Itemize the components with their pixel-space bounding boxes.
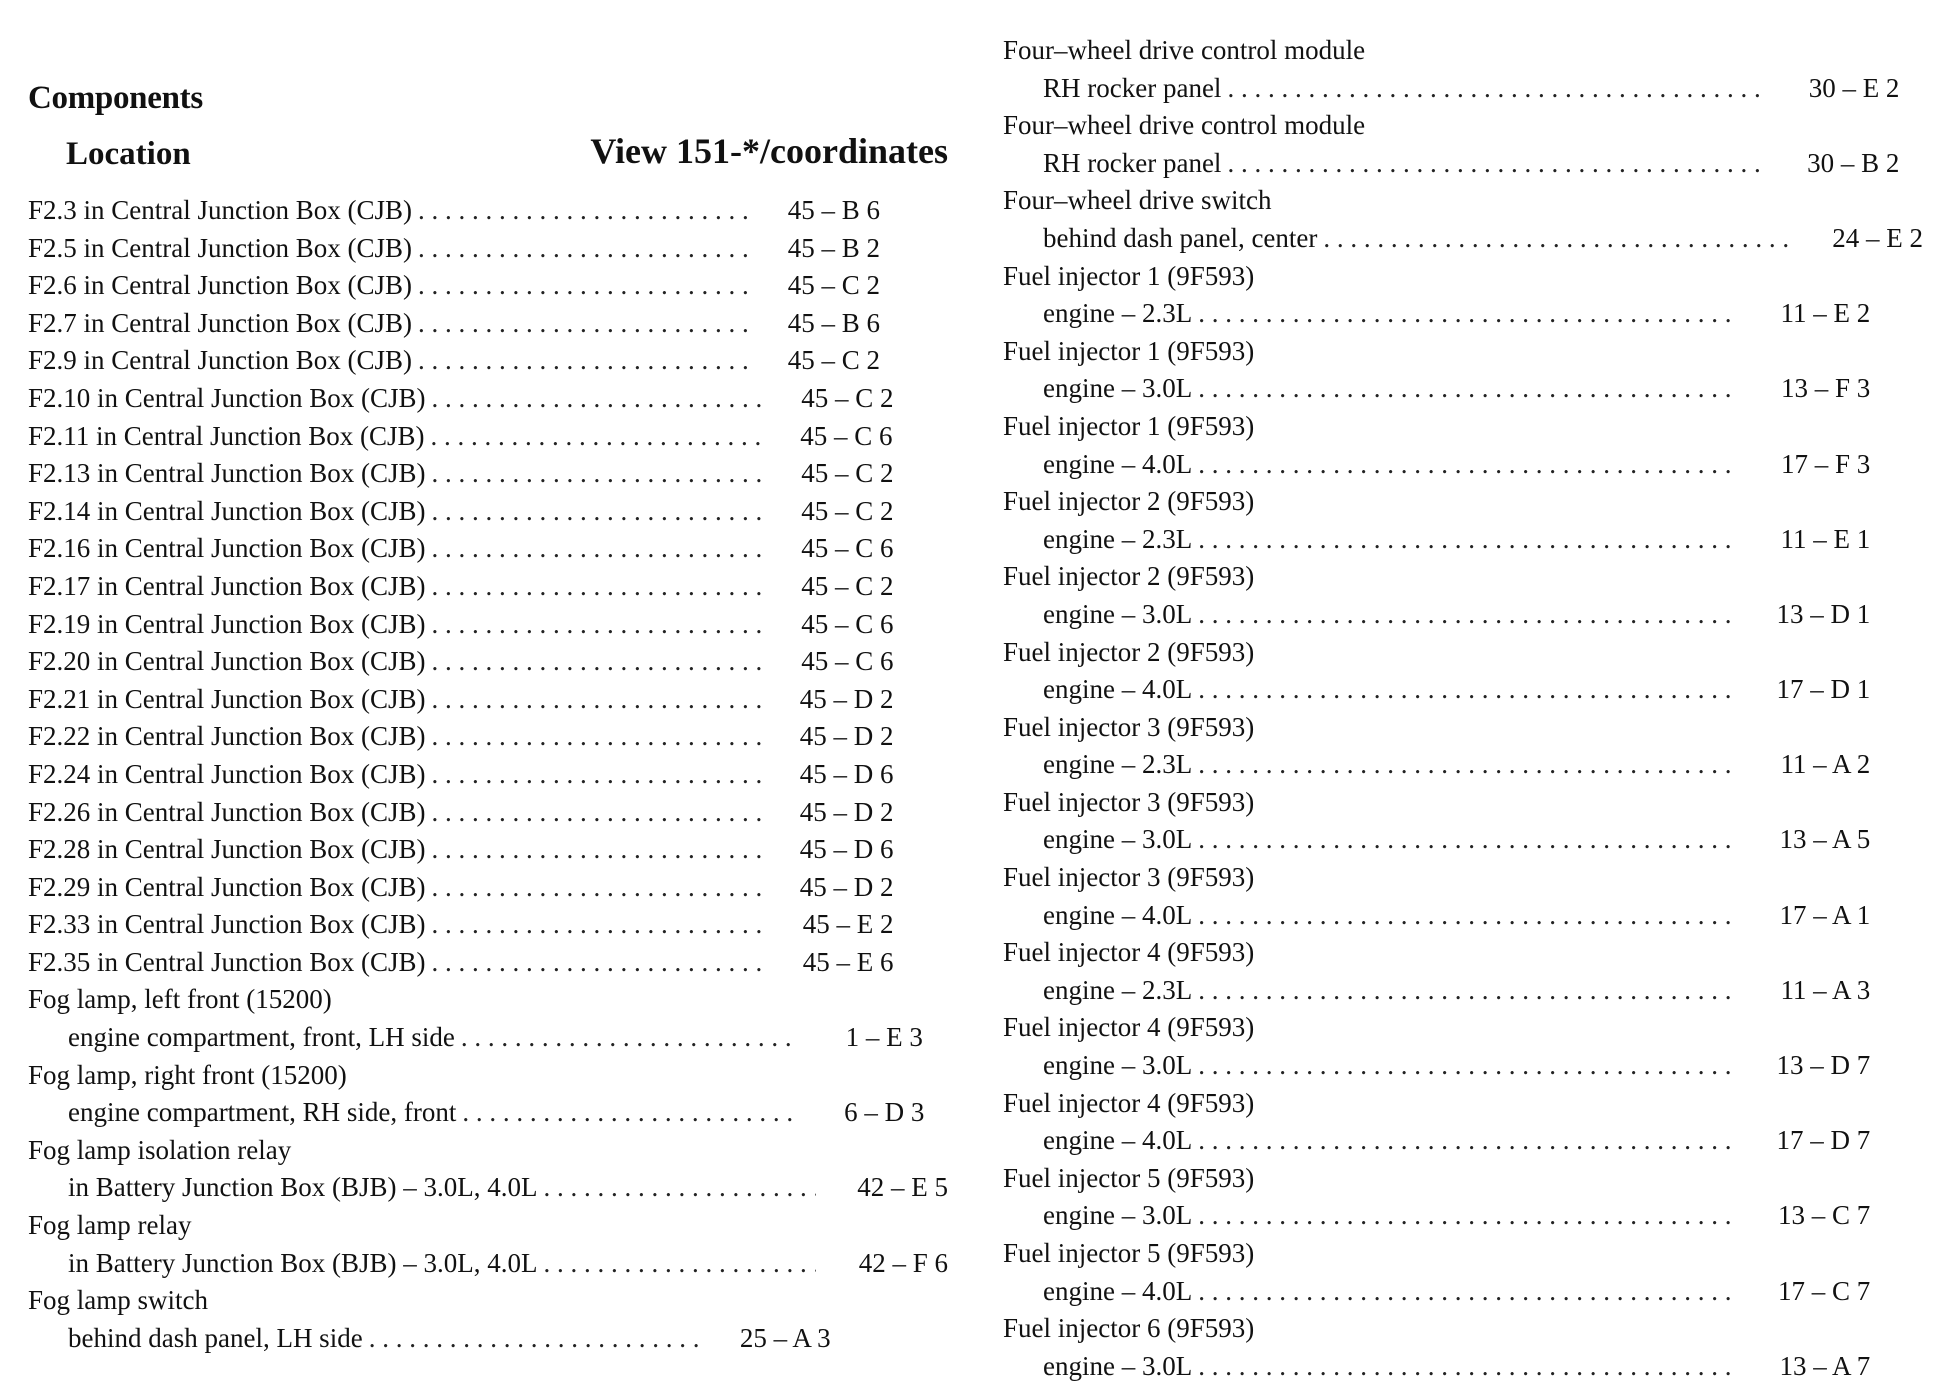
view-coordinate: 25 – A 3 bbox=[739, 1322, 831, 1353]
view-coordinate: 45 – D 2 bbox=[799, 796, 894, 827]
entry-component-line bbox=[28, 530, 948, 568]
dot-leader bbox=[432, 794, 762, 832]
component-name: F2.7 in Central Junction Box (CJB) bbox=[28, 307, 412, 338]
component-name: F2.13 in Central Junction Box (CJB) bbox=[28, 458, 426, 489]
component-name: Fuel injector 3 (9F593) bbox=[1003, 862, 1255, 893]
entry-component-line bbox=[28, 794, 948, 832]
view-coordinate: 45 – D 2 bbox=[799, 721, 894, 752]
view-coordinate: 45 – C 2 bbox=[787, 270, 880, 301]
dot-leader bbox=[1198, 821, 1738, 859]
dot-leader bbox=[1198, 972, 1738, 1010]
view-coordinate: 17 – C 7 bbox=[1777, 1275, 1871, 1306]
location-text: engine compartment, RH side, front bbox=[68, 1097, 457, 1128]
view-coordinate: 45 – D 2 bbox=[799, 871, 894, 902]
entry-component-line bbox=[28, 1282, 948, 1320]
dot-leader bbox=[432, 380, 762, 418]
entry-component-line bbox=[28, 418, 948, 456]
dot-leader bbox=[432, 831, 762, 869]
component-name: F2.28 in Central Junction Box (CJB) bbox=[28, 834, 426, 865]
dot-leader bbox=[462, 1094, 792, 1132]
component-name: F2.21 in Central Junction Box (CJB) bbox=[28, 683, 426, 714]
entry-location-line bbox=[1003, 1047, 1923, 1085]
component-name: Fog lamp, right front (15200) bbox=[28, 1059, 347, 1090]
component-name: Fog lamp isolation relay bbox=[28, 1134, 292, 1165]
entry-component-line bbox=[28, 643, 948, 681]
component-name: F2.16 in Central Junction Box (CJB) bbox=[28, 533, 426, 564]
entry-location-line bbox=[1003, 145, 1923, 183]
location-text: engine – 3.0L bbox=[1043, 598, 1193, 629]
entry-component-line bbox=[28, 756, 948, 794]
entry-location-line bbox=[28, 1094, 948, 1132]
view-coordinate: 13 – F 3 bbox=[1780, 373, 1871, 404]
entry-component-line bbox=[28, 1132, 948, 1170]
component-name: F2.6 in Central Junction Box (CJB) bbox=[28, 270, 412, 301]
view-coordinate: 24 – E 2 bbox=[1832, 222, 1923, 253]
entry-component-line bbox=[1003, 182, 1923, 220]
view-coordinate: 17 – D 1 bbox=[1776, 674, 1871, 705]
view-coordinate: 45 – D 6 bbox=[799, 834, 894, 865]
entry-component-line bbox=[1003, 1310, 1923, 1348]
entry-component-line bbox=[1003, 1009, 1923, 1047]
entry-component-line bbox=[28, 944, 948, 982]
component-name: F2.9 in Central Junction Box (CJB) bbox=[28, 345, 412, 376]
view-coordinate: 17 – D 7 bbox=[1776, 1125, 1871, 1156]
entry-component-line bbox=[1003, 634, 1923, 672]
dot-leader bbox=[1323, 220, 1791, 258]
entry-component-line bbox=[28, 305, 948, 343]
component-name: Fog lamp relay bbox=[28, 1210, 192, 1241]
view-coordinate: 45 – D 2 bbox=[799, 683, 894, 714]
component-name: F2.29 in Central Junction Box (CJB) bbox=[28, 871, 426, 902]
view-coordinates-header: View 151-*/coordinates bbox=[590, 131, 948, 171]
component-name: F2.11 in Central Junction Box (CJB) bbox=[28, 420, 425, 451]
component-name: Fuel injector 2 (9F593) bbox=[1003, 486, 1255, 517]
dot-leader bbox=[1227, 70, 1767, 108]
dot-leader bbox=[432, 906, 762, 944]
dot-leader bbox=[1198, 1348, 1738, 1386]
entry-location-line bbox=[1003, 220, 1923, 258]
entry-component-line bbox=[28, 342, 948, 380]
location-text: in Battery Junction Box (BJB) – 3.0L, 4.0L bbox=[68, 1172, 538, 1203]
section-title: Components bbox=[28, 80, 203, 116]
view-coordinate: 17 – A 1 bbox=[1779, 899, 1871, 930]
view-coordinate: 42 – E 5 bbox=[857, 1172, 948, 1203]
dot-leader bbox=[418, 342, 748, 380]
view-coordinate: 45 – C 2 bbox=[787, 345, 880, 376]
dot-leader bbox=[432, 643, 762, 681]
location-text: engine – 4.0L bbox=[1043, 899, 1193, 930]
dot-leader bbox=[1198, 521, 1738, 559]
entry-component-line bbox=[28, 831, 948, 869]
entry-location-line bbox=[28, 1320, 948, 1358]
entry-location-line bbox=[1003, 972, 1923, 1010]
entry-component-line bbox=[1003, 1085, 1923, 1123]
component-name: Fuel injector 4 (9F593) bbox=[1003, 1087, 1255, 1118]
view-coordinate: 11 – A 3 bbox=[1780, 974, 1871, 1005]
component-name: F2.5 in Central Junction Box (CJB) bbox=[28, 232, 412, 263]
view-coordinate: 45 – C 6 bbox=[801, 533, 894, 564]
dot-leader bbox=[418, 267, 748, 305]
dot-leader bbox=[1198, 596, 1738, 634]
entry-location-line bbox=[1003, 1348, 1923, 1386]
entry-location-line bbox=[1003, 1273, 1923, 1311]
entry-component-line bbox=[1003, 32, 1923, 70]
left-entry-list bbox=[28, 192, 948, 1357]
component-name: F2.26 in Central Junction Box (CJB) bbox=[28, 796, 426, 827]
view-coordinate: 6 – D 3 bbox=[844, 1097, 925, 1128]
entry-component-line bbox=[28, 718, 948, 756]
component-name: Fuel injector 1 (9F593) bbox=[1003, 410, 1255, 441]
entry-location-line bbox=[28, 1169, 948, 1207]
entry-location-line bbox=[1003, 1197, 1923, 1235]
entry-component-line bbox=[28, 192, 948, 230]
dot-leader bbox=[418, 305, 748, 343]
view-coordinate: 13 – D 1 bbox=[1776, 598, 1871, 629]
dot-leader bbox=[432, 455, 762, 493]
dot-leader bbox=[418, 192, 748, 230]
dot-leader bbox=[1198, 671, 1738, 709]
view-coordinate: 45 – B 2 bbox=[787, 232, 880, 263]
entry-component-line bbox=[28, 568, 948, 606]
dot-leader bbox=[543, 1245, 816, 1283]
component-name: F2.14 in Central Junction Box (CJB) bbox=[28, 495, 426, 526]
entry-component-line bbox=[28, 230, 948, 268]
view-coordinate: 45 – B 6 bbox=[787, 307, 880, 338]
location-text: engine – 4.0L bbox=[1043, 448, 1193, 479]
dot-leader bbox=[1198, 1122, 1738, 1160]
component-name: Fog lamp switch bbox=[28, 1285, 208, 1316]
dot-leader bbox=[1198, 370, 1738, 408]
location-text: engine – 3.0L bbox=[1043, 1050, 1193, 1081]
entry-component-line bbox=[28, 606, 948, 644]
component-name: Four–wheel drive switch bbox=[1003, 185, 1272, 216]
dot-leader bbox=[432, 493, 762, 531]
location-text: engine – 4.0L bbox=[1043, 1125, 1193, 1156]
entry-component-line bbox=[28, 1207, 948, 1245]
dot-leader bbox=[1198, 1047, 1738, 1085]
dot-leader bbox=[418, 230, 748, 268]
right-entry-list bbox=[1003, 32, 1923, 1385]
entry-location-line bbox=[28, 1019, 948, 1057]
entry-component-line bbox=[28, 455, 948, 493]
component-name: F2.19 in Central Junction Box (CJB) bbox=[28, 608, 426, 639]
component-name: Fuel injector 5 (9F593) bbox=[1003, 1162, 1255, 1193]
location-text: RH rocker panel bbox=[1043, 147, 1222, 178]
dot-leader bbox=[432, 869, 762, 907]
view-coordinate: 13 – A 7 bbox=[1779, 1350, 1871, 1381]
entry-component-line bbox=[1003, 1160, 1923, 1198]
view-coordinate: 13 – C 7 bbox=[1777, 1200, 1871, 1231]
location-header: Location bbox=[66, 136, 191, 172]
entry-component-line bbox=[1003, 784, 1923, 822]
dot-leader bbox=[543, 1169, 816, 1207]
entry-component-line bbox=[1003, 1235, 1923, 1273]
dot-leader bbox=[1198, 1273, 1738, 1311]
component-name: Fuel injector 6 (9F593) bbox=[1003, 1313, 1255, 1344]
entry-location-line bbox=[28, 1245, 948, 1283]
component-name: F2.17 in Central Junction Box (CJB) bbox=[28, 570, 426, 601]
component-name: Fuel injector 5 (9F593) bbox=[1003, 1238, 1255, 1268]
component-name: Fuel injector 2 (9F593) bbox=[1003, 561, 1255, 592]
entry-location-line bbox=[1003, 746, 1923, 784]
location-text: engine – 3.0L bbox=[1043, 1200, 1193, 1231]
component-name: Fog lamp, left front (15200) bbox=[28, 984, 332, 1015]
entry-component-line bbox=[1003, 408, 1923, 446]
entry-location-line bbox=[1003, 295, 1923, 333]
dot-leader bbox=[1198, 897, 1738, 935]
entry-component-line bbox=[28, 493, 948, 531]
view-coordinate: 45 – C 6 bbox=[801, 608, 894, 639]
component-name: Fuel injector 1 (9F593) bbox=[1003, 335, 1255, 366]
component-name: Four–wheel drive control module bbox=[1003, 110, 1366, 141]
location-text: engine – 3.0L bbox=[1043, 373, 1193, 404]
entry-location-line bbox=[1003, 821, 1923, 859]
view-coordinate: 45 – C 2 bbox=[801, 458, 894, 489]
view-coordinate: 13 – A 5 bbox=[1779, 824, 1871, 855]
view-coordinate: 45 – B 6 bbox=[787, 195, 880, 225]
view-coordinate: 11 – E 2 bbox=[1780, 298, 1871, 329]
entry-component-line bbox=[1003, 558, 1923, 596]
entry-location-line bbox=[1003, 1122, 1923, 1160]
dot-leader bbox=[432, 568, 762, 606]
dot-leader bbox=[432, 944, 762, 982]
entry-component-line bbox=[1003, 709, 1923, 747]
view-coordinate: 11 – E 1 bbox=[1780, 523, 1871, 554]
entry-location-line bbox=[1003, 370, 1923, 408]
component-name: F2.24 in Central Junction Box (CJB) bbox=[28, 758, 426, 789]
location-text: in Battery Junction Box (BJB) – 3.0L, 4.0L bbox=[68, 1247, 538, 1278]
location-text: engine – 3.0L bbox=[1043, 1350, 1193, 1381]
view-coordinate: 30 – B 2 bbox=[1807, 147, 1900, 178]
location-text: behind dash panel, center bbox=[1043, 222, 1318, 253]
location-text: engine – 2.3L bbox=[1043, 523, 1193, 554]
location-text: engine compartment, front, LH side bbox=[68, 1022, 455, 1053]
component-name: F2.10 in Central Junction Box (CJB) bbox=[28, 382, 426, 413]
entry-component-line bbox=[1003, 258, 1923, 296]
entry-component-line bbox=[1003, 333, 1923, 371]
dot-leader bbox=[432, 718, 762, 756]
component-name: F2.3 in Central Junction Box (CJB) bbox=[28, 195, 412, 225]
view-coordinate: 45 – E 6 bbox=[802, 946, 894, 977]
view-coordinate: 45 – C 6 bbox=[800, 420, 893, 451]
component-name: Fuel injector 1 (9F593) bbox=[1003, 260, 1255, 291]
dot-leader bbox=[1227, 145, 1767, 183]
component-name: Fuel injector 4 (9F593) bbox=[1003, 1012, 1255, 1043]
component-name: Fuel injector 3 (9F593) bbox=[1003, 711, 1255, 742]
view-coordinate: 45 – D 6 bbox=[799, 758, 894, 789]
location-text: engine – 2.3L bbox=[1043, 298, 1193, 329]
entry-component-line bbox=[28, 267, 948, 305]
entry-location-line bbox=[1003, 70, 1923, 108]
view-coordinate: 45 – C 6 bbox=[801, 646, 894, 677]
view-coordinate: 11 – A 2 bbox=[1780, 749, 1871, 780]
entry-component-line bbox=[28, 906, 948, 944]
entry-component-line bbox=[28, 380, 948, 418]
dot-leader bbox=[431, 418, 761, 456]
component-name: F2.20 in Central Junction Box (CJB) bbox=[28, 646, 426, 677]
component-name: Fuel injector 2 (9F593) bbox=[1003, 636, 1255, 667]
view-coordinate: 45 – C 2 bbox=[801, 570, 894, 601]
view-coordinate: 45 – C 2 bbox=[801, 495, 894, 526]
entry-component-line bbox=[28, 981, 948, 1019]
dot-leader bbox=[369, 1320, 699, 1358]
entry-component-line bbox=[28, 681, 948, 719]
view-coordinate: 30 – E 2 bbox=[1808, 72, 1900, 103]
entry-component-line bbox=[1003, 934, 1923, 972]
location-text: RH rocker panel bbox=[1043, 72, 1222, 103]
entry-component-line bbox=[28, 1057, 948, 1095]
entry-location-line bbox=[1003, 671, 1923, 709]
entry-location-line bbox=[1003, 521, 1923, 559]
entry-component-line bbox=[1003, 483, 1923, 521]
dot-leader bbox=[461, 1019, 791, 1057]
component-name: F2.33 in Central Junction Box (CJB) bbox=[28, 909, 426, 940]
view-coordinate: 17 – F 3 bbox=[1780, 448, 1871, 479]
dot-leader bbox=[432, 681, 762, 719]
view-coordinate: 13 – D 7 bbox=[1776, 1050, 1871, 1081]
location-text: behind dash panel, LH side bbox=[68, 1322, 363, 1353]
dot-leader bbox=[1198, 295, 1738, 333]
location-text: engine – 4.0L bbox=[1043, 1275, 1193, 1306]
location-text: engine – 4.0L bbox=[1043, 674, 1193, 705]
view-coordinate: 42 – F 6 bbox=[858, 1247, 948, 1278]
dot-leader bbox=[1198, 746, 1738, 784]
component-name: Fuel injector 3 (9F593) bbox=[1003, 786, 1255, 817]
component-name: Four–wheel drive control module bbox=[1003, 35, 1366, 65]
component-name: F2.35 in Central Junction Box (CJB) bbox=[28, 946, 426, 977]
dot-leader bbox=[1198, 446, 1738, 484]
view-coordinate: 1 – E 3 bbox=[845, 1022, 923, 1053]
entry-component-line bbox=[1003, 859, 1923, 897]
component-name: F2.22 in Central Junction Box (CJB) bbox=[28, 721, 426, 752]
dot-leader bbox=[432, 606, 762, 644]
view-coordinate: 45 – E 2 bbox=[802, 909, 894, 940]
location-text: engine – 3.0L bbox=[1043, 824, 1193, 855]
entry-location-line bbox=[1003, 596, 1923, 634]
location-text: engine – 2.3L bbox=[1043, 749, 1193, 780]
dot-leader bbox=[432, 530, 762, 568]
dot-leader bbox=[1198, 1197, 1738, 1235]
entry-component-line bbox=[1003, 107, 1923, 145]
view-coordinate: 45 – C 2 bbox=[801, 382, 894, 413]
component-name: Fuel injector 4 (9F593) bbox=[1003, 937, 1255, 968]
dot-leader bbox=[432, 756, 762, 794]
entry-location-line bbox=[1003, 897, 1923, 935]
location-text: engine – 2.3L bbox=[1043, 974, 1193, 1005]
entry-location-line bbox=[1003, 446, 1923, 484]
entry-component-line bbox=[28, 869, 948, 907]
